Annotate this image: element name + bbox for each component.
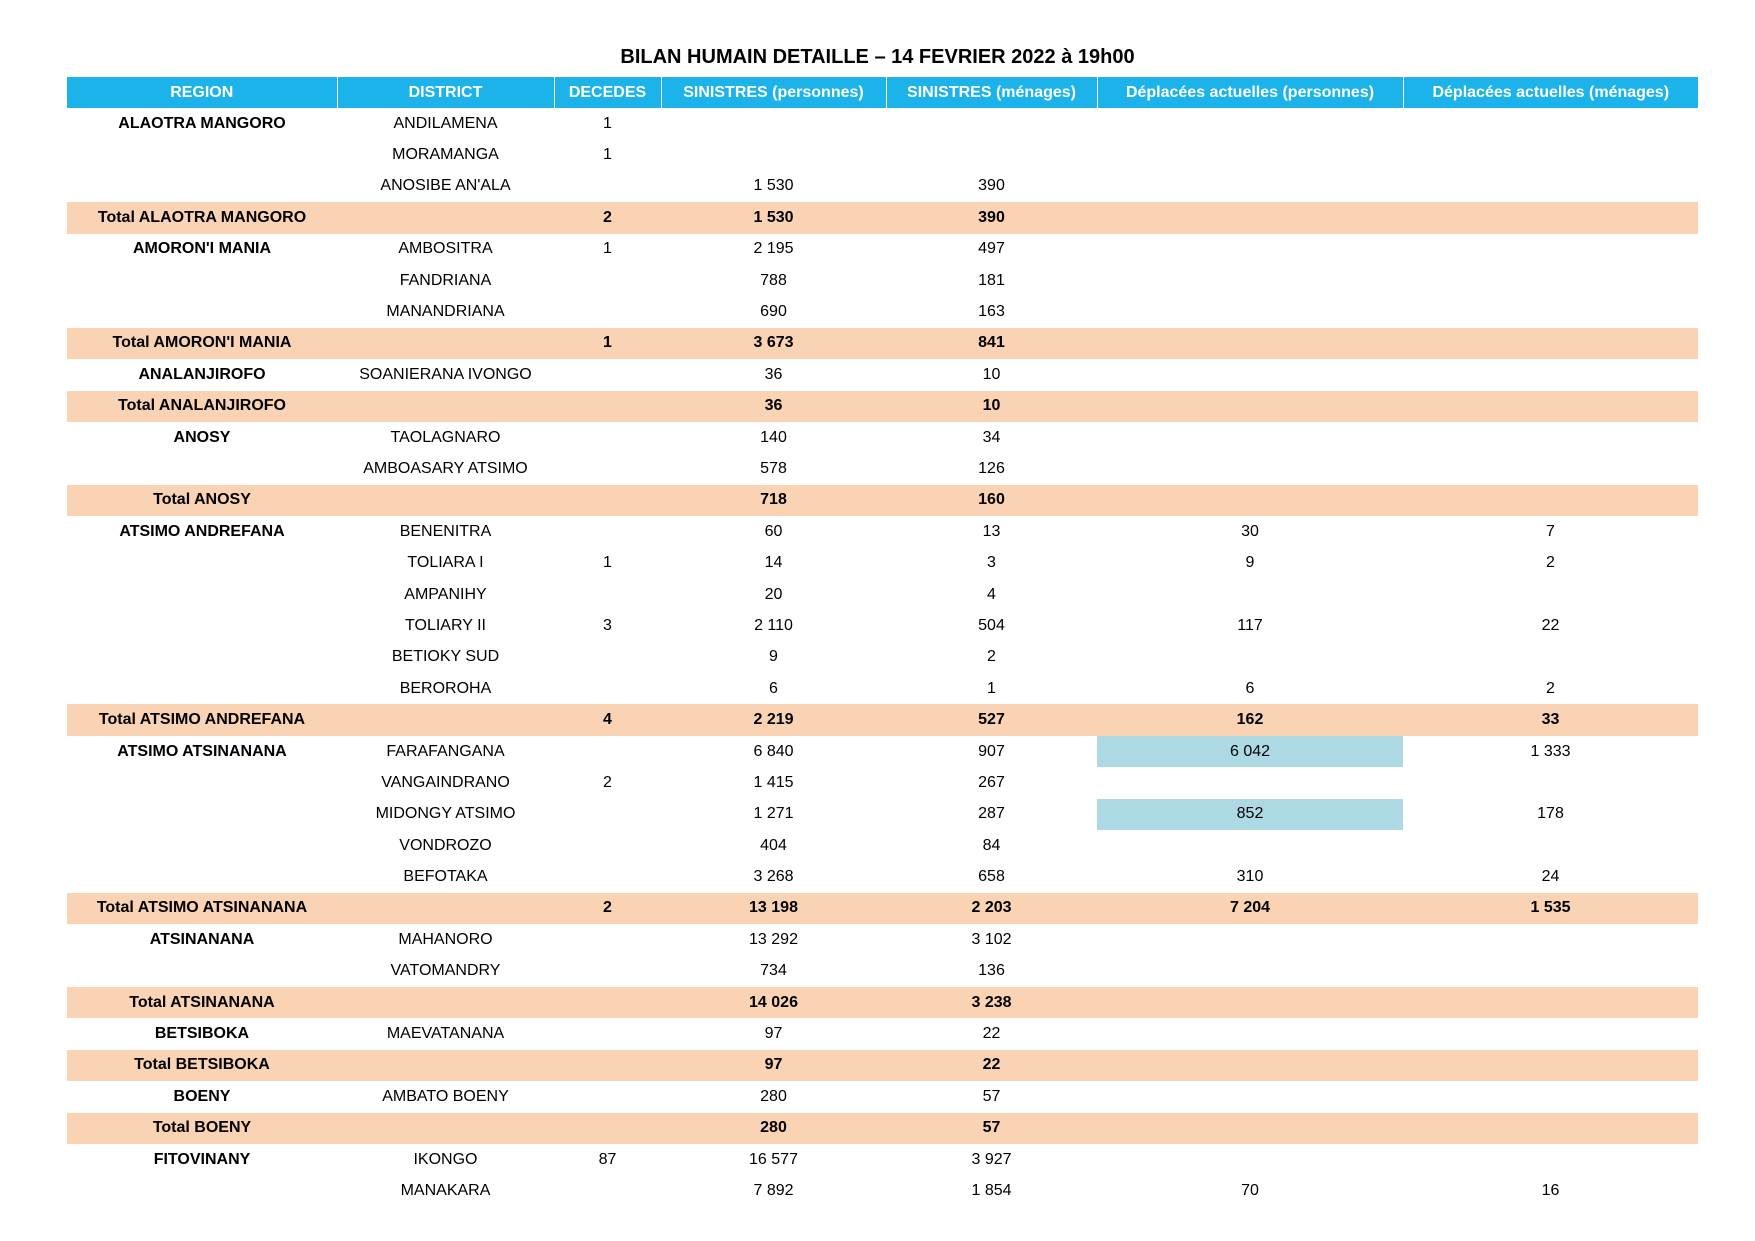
sinistres-personnes-cell: 2 110 <box>754 616 793 634</box>
district-cell: VATOMANDRY <box>390 962 501 980</box>
sinistres-menages-cell: 287 <box>978 805 1005 823</box>
sinistres-personnes-cell: 3 673 <box>661 328 886 359</box>
deplacees-menages-cell <box>1403 1081 1698 1112</box>
sinistres-personnes-cell: 140 <box>760 428 787 446</box>
decedes-cell <box>554 453 661 484</box>
deplacees-personnes-cell <box>1097 1050 1403 1081</box>
district-cell <box>337 1113 554 1144</box>
deplacees-menages-cell: 7 <box>1546 522 1555 540</box>
sinistres-personnes-cell: 97 <box>661 1050 886 1081</box>
decedes-cell <box>554 1175 661 1206</box>
decedes-cell <box>554 516 661 547</box>
district-cell: VANGAINDRANO <box>381 773 510 791</box>
region-cell: BOENY <box>173 1087 231 1105</box>
deplacees-menages-cell <box>1403 924 1698 955</box>
region-cell: Total ANALANJIROFO <box>67 391 337 422</box>
decedes-cell <box>554 579 661 610</box>
decedes-cell <box>554 673 661 704</box>
deplacees-personnes-cell <box>1097 202 1403 233</box>
deplacees-menages-cell <box>1403 485 1698 516</box>
decedes-cell <box>554 485 661 516</box>
deplacees-personnes-cell: 7 204 <box>1097 893 1403 924</box>
header-deplacees-menages: Déplacées actuelles (ménages) <box>1403 77 1698 108</box>
table-total-row <box>67 328 1698 359</box>
sinistres-personnes-cell: 14 <box>764 554 783 572</box>
sinistres-personnes-cell: 404 <box>760 836 787 854</box>
deplacees-personnes-cell <box>1097 265 1403 296</box>
region-cell <box>67 861 337 892</box>
sinistres-personnes-cell: 20 <box>764 585 783 603</box>
region-cell: Total BETSIBOKA <box>67 1050 337 1081</box>
region-cell <box>67 799 337 830</box>
deplacees-personnes-cell: 6 <box>1245 679 1255 697</box>
sinistres-personnes-cell: 788 <box>760 271 787 289</box>
deplacees-menages-cell <box>1403 296 1698 327</box>
district-cell: AMBATO BOENY <box>382 1087 509 1105</box>
region-cell: AMORON'I MANIA <box>132 240 271 258</box>
sinistres-menages-cell: 907 <box>978 742 1005 760</box>
decedes-cell: 1 <box>554 328 661 359</box>
sinistres-menages-cell: 160 <box>886 485 1097 516</box>
table-total-row <box>67 987 1698 1018</box>
sinistres-menages-cell: 3 238 <box>886 987 1097 1018</box>
deplacees-menages-cell: 2 <box>1546 679 1555 697</box>
sinistres-personnes-cell: 718 <box>661 485 886 516</box>
region-cell: Total ALAOTRA MANGORO <box>67 202 337 233</box>
sinistres-personnes-cell: 280 <box>661 1113 886 1144</box>
decedes-cell <box>554 171 661 202</box>
deplacees-personnes-cell <box>1097 987 1403 1018</box>
sinistres-menages-cell: 841 <box>886 328 1097 359</box>
decedes-cell <box>554 1050 661 1081</box>
district-cell: BETIOKY SUD <box>391 648 500 666</box>
table-row <box>67 799 1698 830</box>
sinistres-personnes-cell: 2 195 <box>753 240 794 258</box>
region-cell <box>67 1175 337 1206</box>
region-cell: Total ANOSY <box>67 485 337 516</box>
table-row <box>67 673 1698 704</box>
deplacees-menages-cell <box>1403 1050 1698 1081</box>
region-cell: FITOVINANY <box>153 1150 251 1168</box>
sinistres-menages-cell: 4 <box>987 585 996 603</box>
decedes-cell <box>554 391 661 422</box>
deplacees-personnes-cell <box>1097 579 1403 610</box>
sinistres-menages-cell: 3 102 <box>971 930 1012 948</box>
region-cell: ATSINANANA <box>149 930 255 948</box>
deplacees-menages-cell <box>1403 642 1698 673</box>
district-cell: AMBOSITRA <box>398 240 493 258</box>
district-cell: MORAMANGA <box>392 146 499 164</box>
sinistres-personnes-cell: 1 271 <box>753 805 794 823</box>
sinistres-personnes-cell: 60 <box>764 522 783 540</box>
decedes-cell <box>554 799 661 830</box>
deplacees-menages-cell <box>1403 422 1698 453</box>
district-cell: BENENITRA <box>399 522 492 540</box>
sinistres-menages-cell <box>886 139 1097 170</box>
deplacees-menages-cell <box>1403 1113 1698 1144</box>
district-cell: BEROROHA <box>399 679 492 697</box>
table-row <box>67 359 1698 390</box>
deplacees-menages-cell <box>1403 1144 1698 1175</box>
deplacees-personnes-cell: 852 <box>1097 799 1403 830</box>
sinistres-menages-cell: 267 <box>978 773 1005 791</box>
district-cell <box>337 485 554 516</box>
header-region: REGION <box>67 77 337 108</box>
decedes-cell <box>554 296 661 327</box>
deplacees-menages-cell: 1 333 <box>1530 742 1571 760</box>
sinistres-personnes-cell: 1 530 <box>661 202 886 233</box>
deplacees-personnes-cell: 6 042 <box>1097 736 1403 767</box>
district-cell <box>337 391 554 422</box>
table-row <box>67 956 1698 987</box>
header-sinistres-menages: SINISTRES (ménages) <box>886 77 1097 108</box>
deplacees-personnes-cell <box>1097 453 1403 484</box>
table-row <box>67 830 1698 861</box>
table-row <box>67 767 1698 798</box>
district-cell: MANANDRIANA <box>386 303 505 321</box>
decedes-cell: 1 <box>603 114 612 132</box>
decedes-cell <box>554 736 661 767</box>
deplacees-menages-cell: 33 <box>1403 704 1698 735</box>
region-cell <box>67 296 337 327</box>
deplacees-personnes-cell <box>1097 924 1403 955</box>
region-cell <box>67 956 337 987</box>
deplacees-personnes-cell <box>1097 171 1403 202</box>
deplacees-personnes-cell <box>1097 234 1403 265</box>
table-row <box>67 547 1698 578</box>
district-cell: BEFOTAKA <box>403 868 488 886</box>
sinistres-personnes-cell: 2 219 <box>661 704 886 735</box>
deplacees-personnes-cell <box>1097 1144 1403 1175</box>
table-row <box>67 861 1698 892</box>
table-row <box>67 642 1698 673</box>
bilan-table <box>67 77 1698 1207</box>
deplacees-menages-cell <box>1403 234 1698 265</box>
sinistres-menages-cell: 658 <box>978 868 1005 886</box>
sinistres-personnes-cell: 690 <box>760 303 787 321</box>
deplacees-personnes-cell <box>1097 296 1403 327</box>
header-decedes: DECEDES <box>554 77 661 108</box>
region-cell: ANOSY <box>173 428 231 446</box>
sinistres-personnes-cell: 16 577 <box>749 1150 798 1168</box>
sinistres-menages-cell: 1 <box>987 679 996 697</box>
table-total-row <box>67 485 1698 516</box>
deplacees-personnes-cell <box>1097 1081 1403 1112</box>
sinistres-menages-cell: 163 <box>978 303 1005 321</box>
sinistres-personnes-cell: 36 <box>764 365 783 383</box>
deplacees-menages-cell: 22 <box>1541 616 1560 634</box>
sinistres-personnes-cell: 1 530 <box>753 177 794 195</box>
district-cell <box>337 987 554 1018</box>
region-cell: Total BOENY <box>67 1113 337 1144</box>
table-total-row <box>67 893 1698 924</box>
deplacees-personnes-cell: 310 <box>1236 868 1264 886</box>
decedes-cell <box>554 1018 661 1049</box>
deplacees-personnes-cell <box>1097 485 1403 516</box>
district-cell: VONDROZO <box>399 836 492 854</box>
district-cell <box>337 1050 554 1081</box>
deplacees-personnes-cell <box>1097 767 1403 798</box>
sinistres-menages-cell: 34 <box>982 428 1001 446</box>
sinistres-personnes-cell: 14 026 <box>661 987 886 1018</box>
deplacees-personnes-cell: 70 <box>1241 1181 1259 1199</box>
district-cell: TAOLAGNARO <box>390 428 501 446</box>
table-row <box>67 1081 1698 1112</box>
deplacees-personnes-cell <box>1097 359 1403 390</box>
sinistres-menages-cell: 3 927 <box>971 1150 1012 1168</box>
district-cell <box>337 328 554 359</box>
decedes-cell <box>554 422 661 453</box>
deplacees-menages-cell <box>1403 830 1698 861</box>
region-cell <box>67 830 337 861</box>
sinistres-menages-cell: 57 <box>886 1113 1097 1144</box>
sinistres-menages-cell: 126 <box>978 459 1005 477</box>
deplacees-menages-cell: 24 <box>1541 868 1560 886</box>
sinistres-menages-cell: 57 <box>982 1087 1001 1105</box>
sinistres-personnes-cell: 7 892 <box>753 1181 794 1199</box>
deplacees-menages-cell <box>1403 956 1698 987</box>
district-cell: FANDRIANA <box>399 271 492 289</box>
region-cell <box>67 642 337 673</box>
deplacees-menages-cell <box>1403 139 1698 170</box>
table-row <box>67 610 1698 641</box>
table-body <box>67 108 1698 1207</box>
region-cell <box>67 673 337 704</box>
deplacees-personnes-cell <box>1097 139 1403 170</box>
decedes-cell <box>554 861 661 892</box>
table-row <box>67 1144 1698 1175</box>
region-cell: Total ATSIMO ATSINANANA <box>67 893 337 924</box>
deplacees-personnes-cell: 30 <box>1241 522 1259 540</box>
sinistres-personnes-cell: 1 415 <box>753 773 794 791</box>
sinistres-personnes-cell: 97 <box>764 1025 783 1043</box>
decedes-cell: 2 <box>603 773 612 791</box>
sinistres-personnes-cell: 734 <box>760 962 787 980</box>
table-total-row <box>67 202 1698 233</box>
decedes-cell: 3 <box>603 616 612 634</box>
table-row <box>67 234 1698 265</box>
decedes-cell <box>554 265 661 296</box>
deplacees-menages-cell <box>1403 171 1698 202</box>
deplacees-menages-cell <box>1403 108 1698 139</box>
sinistres-personnes-cell: 9 <box>769 648 778 666</box>
deplacees-personnes-cell: 162 <box>1097 704 1403 735</box>
region-cell <box>67 139 337 170</box>
table-row <box>67 139 1698 170</box>
sinistres-personnes-cell <box>661 139 886 170</box>
district-cell: MANAKARA <box>400 1181 491 1199</box>
district-cell <box>337 893 554 924</box>
sinistres-menages-cell: 390 <box>978 177 1005 195</box>
district-cell: AMPANIHY <box>404 585 487 603</box>
table-row <box>67 1018 1698 1049</box>
table-row <box>67 108 1698 139</box>
region-cell: Total AMORON'I MANIA <box>67 328 337 359</box>
deplacees-menages-cell: 178 <box>1537 805 1564 823</box>
deplacees-personnes-cell <box>1097 391 1403 422</box>
region-cell <box>67 767 337 798</box>
region-cell <box>67 171 337 202</box>
district-cell <box>337 704 554 735</box>
table-row <box>67 736 1698 767</box>
deplacees-personnes-cell <box>1097 108 1403 139</box>
deplacees-menages-cell <box>1403 328 1698 359</box>
header-sinistres-personnes: SINISTRES (personnes) <box>661 77 886 108</box>
sinistres-menages-cell <box>886 108 1097 139</box>
sinistres-personnes-cell: 6 840 <box>753 742 794 760</box>
decedes-cell: 2 <box>554 202 661 233</box>
decedes-cell: 1 <box>603 240 612 258</box>
district-cell: ANOSIBE AN'ALA <box>380 177 511 195</box>
table-row <box>67 579 1698 610</box>
table-row <box>67 453 1698 484</box>
region-cell <box>67 453 337 484</box>
district-cell: FARAFANGANA <box>386 742 505 760</box>
region-cell <box>67 579 337 610</box>
table-row <box>67 422 1698 453</box>
table-total-row <box>67 704 1698 735</box>
decedes-cell <box>554 830 661 861</box>
decedes-cell <box>554 1113 661 1144</box>
district-cell: MAHANORO <box>398 930 493 948</box>
sinistres-personnes-cell: 36 <box>661 391 886 422</box>
table-row <box>67 296 1698 327</box>
region-cell: Total ATSIMO ANDREFANA <box>67 704 337 735</box>
table-total-row <box>67 1113 1698 1144</box>
sinistres-menages-cell: 1 854 <box>971 1181 1012 1199</box>
district-cell: AMBOASARY ATSIMO <box>363 459 528 477</box>
deplacees-menages-cell <box>1403 453 1698 484</box>
sinistres-menages-cell: 390 <box>886 202 1097 233</box>
sinistres-menages-cell: 84 <box>982 836 1001 854</box>
decedes-cell: 1 <box>603 146 612 164</box>
district-cell: TOLIARY II <box>405 616 486 634</box>
table-row <box>67 171 1698 202</box>
region-cell <box>67 265 337 296</box>
region-cell: ANALANJIROFO <box>138 365 266 383</box>
page-title: BILAN HUMAIN DETAILLE – 14 FEVRIER 2022 à 19h00 <box>620 46 1135 68</box>
deplacees-menages-cell: 16 <box>1541 1181 1560 1199</box>
sinistres-menages-cell: 527 <box>886 704 1097 735</box>
decedes-cell: 87 <box>598 1150 617 1168</box>
sinistres-menages-cell: 136 <box>978 962 1005 980</box>
district-cell: ANDILAMENA <box>393 114 498 132</box>
sinistres-personnes-cell: 13 198 <box>661 893 886 924</box>
deplacees-menages-cell <box>1403 579 1698 610</box>
region-cell: ATSIMO ATSINANANA <box>117 742 287 760</box>
region-cell <box>67 610 337 641</box>
sinistres-menages-cell: 10 <box>886 391 1097 422</box>
district-cell: IKONGO <box>413 1150 478 1168</box>
district-cell: MAEVATANANA <box>386 1025 505 1043</box>
decedes-cell <box>554 359 661 390</box>
region-cell <box>67 547 337 578</box>
deplacees-personnes-cell <box>1097 1113 1403 1144</box>
deplacees-personnes-cell <box>1097 642 1403 673</box>
sinistres-menages-cell: 3 <box>987 554 996 572</box>
sinistres-menages-cell: 10 <box>982 365 1001 383</box>
sinistres-personnes-cell: 6 <box>769 679 778 697</box>
sinistres-menages-cell: 13 <box>982 522 1001 540</box>
deplacees-menages-cell <box>1403 987 1698 1018</box>
sinistres-personnes-cell: 13 292 <box>749 930 798 948</box>
region-cell: BETSIBOKA <box>154 1025 250 1043</box>
deplacees-menages-cell <box>1403 202 1698 233</box>
deplacees-personnes-cell <box>1097 830 1403 861</box>
region-cell: ALAOTRA MANGORO <box>118 114 286 132</box>
sinistres-menages-cell: 181 <box>978 271 1005 289</box>
header-deplacees-personnes: Déplacées actuelles (personnes) <box>1097 77 1403 108</box>
deplacees-menages-cell: 1 535 <box>1403 893 1698 924</box>
deplacees-menages-cell <box>1403 265 1698 296</box>
sinistres-menages-cell: 2 203 <box>886 893 1097 924</box>
region-cell: Total ATSINANANA <box>67 987 337 1018</box>
district-cell <box>337 202 554 233</box>
sinistres-menages-cell: 2 <box>987 648 996 666</box>
district-cell: SOANIERANA IVONGO <box>359 365 532 383</box>
decedes-cell <box>554 956 661 987</box>
sinistres-menages-cell: 22 <box>886 1050 1097 1081</box>
deplacees-menages-cell <box>1403 391 1698 422</box>
table-row <box>67 516 1698 547</box>
deplacees-personnes-cell <box>1097 956 1403 987</box>
decedes-cell <box>554 1081 661 1112</box>
decedes-cell <box>554 987 661 1018</box>
decedes-cell: 2 <box>554 893 661 924</box>
header-district: DISTRICT <box>337 77 554 108</box>
decedes-cell <box>554 642 661 673</box>
table-row <box>67 924 1698 955</box>
deplacees-personnes-cell <box>1097 422 1403 453</box>
decedes-cell <box>554 924 661 955</box>
deplacees-menages-cell <box>1403 359 1698 390</box>
district-cell: TOLIARA I <box>407 554 484 572</box>
deplacees-menages-cell: 2 <box>1546 554 1555 572</box>
sinistres-personnes-cell: 578 <box>760 459 787 477</box>
district-cell: MIDONGY ATSIMO <box>375 805 516 823</box>
deplacees-menages-cell <box>1403 767 1698 798</box>
sinistres-menages-cell: 504 <box>978 616 1005 634</box>
table-total-row <box>67 1050 1698 1081</box>
region-cell: ATSIMO ANDREFANA <box>119 522 285 540</box>
sinistres-personnes-cell <box>661 108 886 139</box>
deplacees-personnes-cell <box>1097 1018 1403 1049</box>
sinistres-personnes-cell: 280 <box>760 1087 787 1105</box>
table-row <box>67 1175 1698 1206</box>
table-row <box>67 265 1698 296</box>
sinistres-personnes-cell: 3 268 <box>753 868 794 886</box>
deplacees-menages-cell <box>1403 1018 1698 1049</box>
deplacees-personnes-cell: 117 <box>1237 616 1263 634</box>
decedes-cell: 1 <box>603 554 612 572</box>
table-total-row <box>67 391 1698 422</box>
sinistres-menages-cell: 497 <box>978 240 1005 258</box>
deplacees-personnes-cell <box>1097 328 1403 359</box>
decedes-cell: 4 <box>554 704 661 735</box>
deplacees-personnes-cell: 9 <box>1245 554 1255 572</box>
table-header-row <box>67 77 1698 108</box>
sinistres-menages-cell: 22 <box>982 1025 1001 1043</box>
